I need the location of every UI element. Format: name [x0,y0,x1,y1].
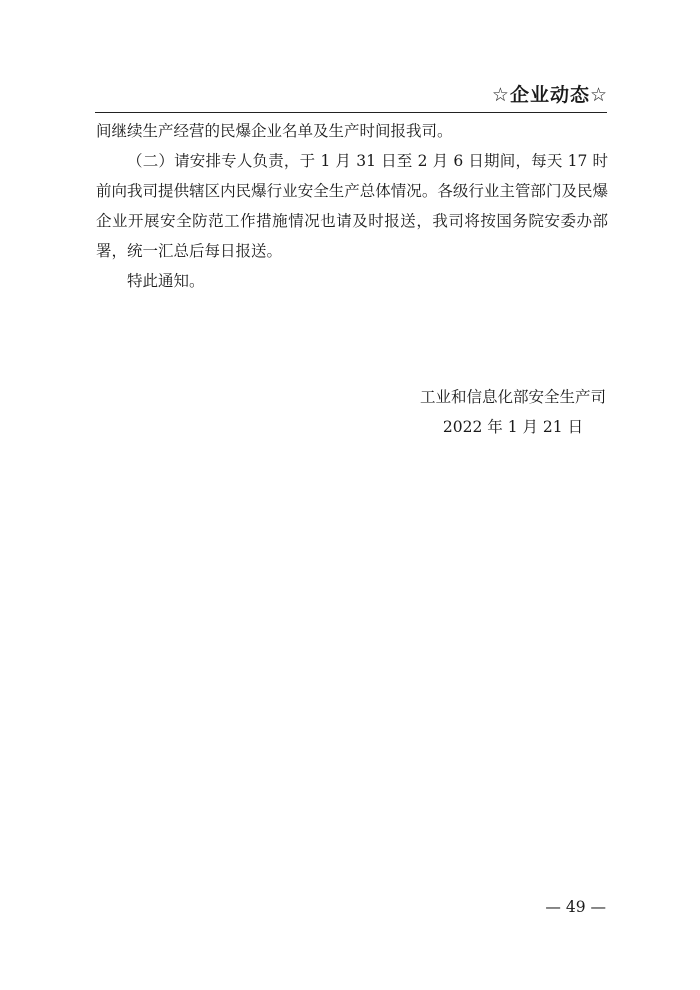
header-divider [95,112,607,113]
body-paragraph-closing: 特此通知。 [127,272,205,290]
signature-organization: 工业和信息化部安全生产司 [419,388,606,406]
body-paragraph-item-2: （二）请安排专人负责，于 1 月 31 日至 2 月 6 日期间，每天 17 时前向我司提供辖区内民爆行业安全生产总体情况。各级行业主管部门及民爆企业开展安全防范工作措施情况也请及时报送，我司将按国务院安委办部署，统一汇总后每日报送。 [96,152,608,260]
page-number: — 49 — [545,898,606,916]
body-paragraph-continuation: 间继续生产经营的民爆企业名单及生产时间报我司。 [96,122,453,140]
signature-block [420,382,606,442]
document-body [96,116,608,296]
section-header-title: ☆企业动态☆ [491,84,608,106]
signature-date: 2022 年 1 月 21 日 [442,418,584,436]
